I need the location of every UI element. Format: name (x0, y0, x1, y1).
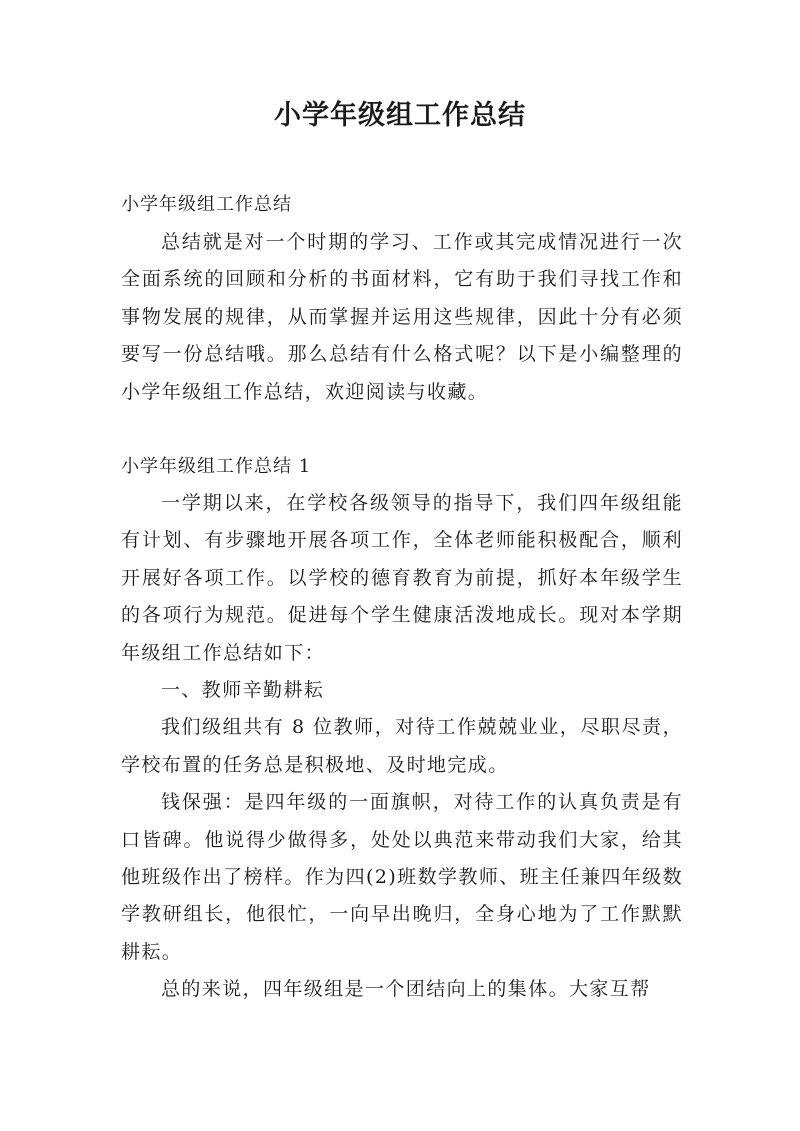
section-1-paragraph: 我们级组共有 8 位教师，对待工作兢兢业业，尽职尽责，学校布置的任务总是积极地、及时地完成。 (121, 716, 683, 776)
intro-block (121, 224, 683, 411)
intro-heading: 小学年级组工作总结 (121, 194, 292, 215)
section-1-block (121, 485, 683, 1009)
document-title: 小学年级组工作总结 (274, 100, 526, 131)
intro-paragraph: 总结就是对一个时期的学习、工作或其完成情况进行一次全面系统的回顾和分析的书面材料，它有助于我们寻找工作和事物发展的规律，从而掌握并运用这些规律，因此十分有必须要写一份总结哦。那么总结有什么格式呢？以下是小编整理的小学年级组工作总结，欢迎阅读与收藏。 (121, 231, 683, 403)
section-1-heading: 小学年级组工作总结 1 (121, 456, 312, 477)
section-1-paragraph: 钱保强：是四年级的一面旗帜，对待工作的认真负责是有口皆碑。他说得少做得多，处处以典范来带动我们大家，给其他班级作出了榜样。作为四(2)班数学教师、班主任兼四年级数学教研组长，他很忙，一向早出晚归，全身心地为了工作默默耕耘。 (121, 791, 683, 963)
section-1-paragraph: 一学期以来，在学校各级领导的指导下，我们四年级组能有计划、有步骤地开展各项工作，全体老师能积极配合，顺利开展好各项工作。以学校的德育教育为前提，抓好本年级学生的各项行为规范。促进每个学生健康活泼地成长。现对本学期年级组工作总结如下： (121, 492, 683, 664)
section-1-paragraph: 总的来说，四年级组是一个团结向上的集体。大家互帮 (161, 978, 651, 1001)
subsection-heading: 一、教师辛勤耕耘 (161, 679, 325, 702)
